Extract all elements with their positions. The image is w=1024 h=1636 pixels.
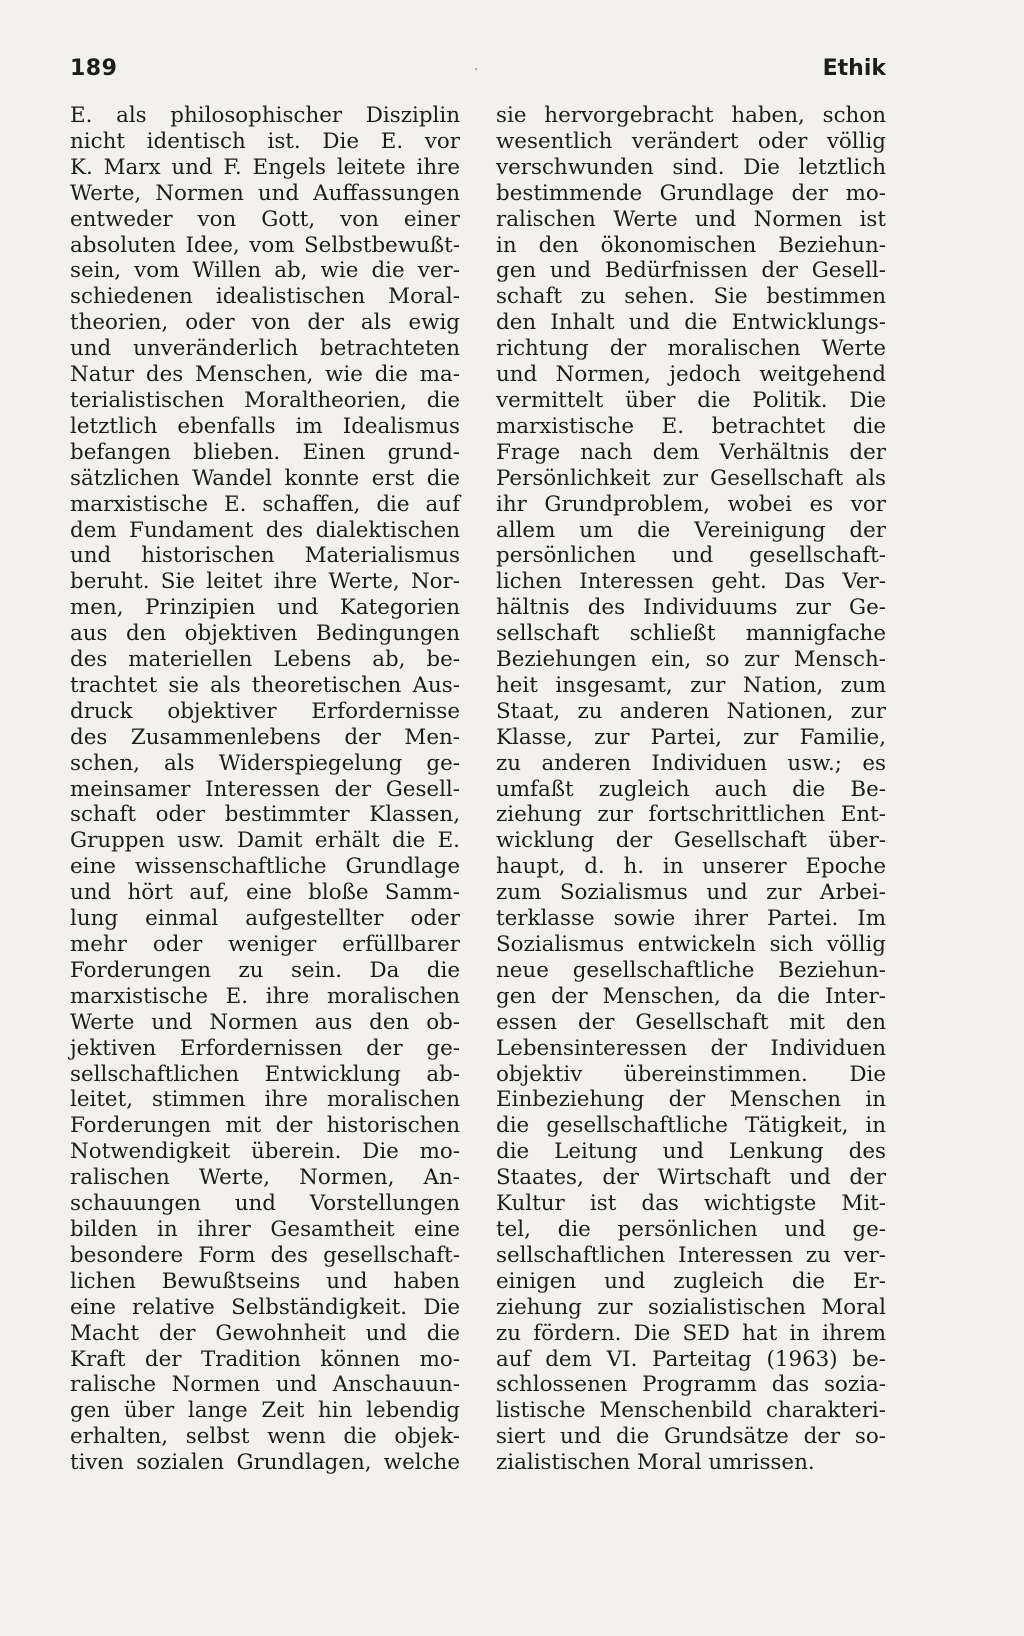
text-line: entweder von Gott, von einer (70, 206, 460, 232)
text-line: gen über lange Zeit hin lebendig (70, 1398, 460, 1424)
text-line: sein, vom Willen ab, wie die ver- (70, 258, 460, 284)
text-line: verschwunden sind. Die letztlich (496, 154, 886, 180)
text-line: erhalten, selbst wenn die objek- (70, 1424, 460, 1450)
text-line: terialistischen Moraltheorien, die (70, 387, 460, 413)
text-line: Werte, Normen und Auffassungen (70, 180, 460, 206)
text-line: haupt, d. h. in unserer Epoche (496, 854, 886, 880)
text-line: Sozialismus entwickeln sich völlig (496, 932, 886, 957)
text-line: Einbeziehung der Menschen in (496, 1087, 886, 1113)
text-line: essen der Gesellschaft mit den (496, 1009, 886, 1035)
text-line: bestimmende Grundlage der mo- (496, 180, 886, 206)
text-line: marxistische E. betrachtet die (496, 413, 886, 439)
running-head: Ethik (822, 56, 886, 81)
text-line: in den ökonomischen Beziehun- (496, 232, 886, 258)
text-line: beruht. Sie leitet ihre Werte, Nor- (70, 569, 460, 595)
text-line: aus den objektiven Bedingungen (70, 621, 460, 647)
text-line: zum Sozialismus und zur Arbei- (496, 880, 886, 906)
text-line: wesentlich verändert oder völlig (496, 128, 886, 154)
text-line: trachtet sie als theoretischen Aus- (70, 672, 460, 698)
text-line: dem Fundament des dialektischen (70, 517, 460, 543)
text-line: und historischen Materialismus (70, 543, 460, 569)
text-line: vermittelt über die Politik. Die (496, 387, 886, 413)
right-text-column (496, 103, 886, 1476)
text-line: tel, die persönlichen und ge- (496, 1216, 886, 1242)
text-line: siert und die Grundsätze der so- (496, 1424, 886, 1450)
text-line: schaft zu sehen. Sie bestimmen (496, 284, 886, 310)
text-line: die Leitung und Lenkung des (496, 1139, 886, 1165)
text-line: neue gesellschaftliche Beziehun- (496, 957, 886, 983)
text-line: ziehung zur sozialistischen Moral (496, 1294, 886, 1320)
text-line: schlossenen Programm das sozia- (496, 1372, 886, 1398)
text-line: umfaßt zugleich auch die Be- (496, 776, 886, 802)
text-line: Kraft der Tradition können mo- (70, 1346, 460, 1372)
text-line: letztlich ebenfalls im Idealismus (70, 413, 460, 439)
text-line: sellschaft schließt mannigfache (496, 621, 886, 647)
text-line: ihr Grundproblem, wobei es vor (496, 491, 886, 517)
text-line: Staates, der Wirtschaft und der (496, 1165, 886, 1191)
text-line: marxistische E. ihre moralischen (70, 983, 460, 1009)
text-line: Beziehungen ein, so zur Mensch- (496, 647, 886, 673)
text-line: Lebensinteressen der Individuen (496, 1035, 886, 1061)
header-separator-dot: · (474, 62, 479, 78)
text-line: Natur des Menschen, wie die ma- (70, 362, 460, 388)
text-line: schauungen und Vorstellungen (70, 1191, 460, 1217)
text-line: sellschaftlichen Entwicklung ab- (70, 1061, 460, 1087)
text-line: zu fördern. Die SED hat in ihrem (496, 1320, 886, 1346)
text-line: marxistische E. schaffen, die auf (70, 491, 460, 517)
text-line: des materiellen Lebens ab, be- (70, 647, 460, 673)
text-line: Persönlichkeit zur Gesellschaft als (496, 465, 886, 491)
text-line: des Zusammenlebens der Men- (70, 724, 460, 750)
text-line: druck objektiver Erfordernisse (70, 698, 460, 724)
text-line: leitet, stimmen ihre moralischen (70, 1087, 460, 1113)
text-line: allem um die Vereinigung der (496, 517, 886, 543)
text-line: listische Menschenbild charakteri- (496, 1398, 886, 1424)
text-line: K. Marx und F. Engels leitete ihre (70, 154, 460, 180)
text-line: Notwendigkeit überein. Die mo- (70, 1139, 460, 1165)
text-line: gen der Menschen, da die Inter- (496, 983, 886, 1009)
text-line: men, Prinzipien und Kategorien (70, 595, 460, 621)
text-line: ziehung zur fortschrittlichen Ent- (496, 802, 886, 828)
page-number: 189 (70, 56, 118, 81)
text-line: befangen blieben. Einen grund- (70, 439, 460, 465)
text-line: Macht der Gewohnheit und die (70, 1320, 460, 1346)
text-line: nicht identisch ist. Die E. vor (70, 128, 460, 154)
text-line: die gesellschaftliche Tätigkeit, in (496, 1113, 886, 1139)
text-line: hältnis des Individuums zur Ge- (496, 595, 886, 621)
text-line: E. als philosophischer Disziplin (70, 103, 460, 128)
text-line: ralischen Werte und Normen ist (496, 206, 886, 232)
text-line: schaft oder bestimmter Klassen, (70, 802, 460, 828)
text-line: und unveränderlich betrachteten (70, 336, 460, 362)
text-line: theorien, oder von der als ewig (70, 310, 460, 336)
text-line: den Inhalt und die Entwicklungs- (496, 310, 886, 336)
text-line: lichen Interessen geht. Das Ver- (496, 569, 886, 595)
text-line: gen und Bedürfnissen der Gesell- (496, 258, 886, 284)
text-line: heit insgesamt, zur Nation, zum (496, 672, 886, 698)
text-line: und hört auf, eine bloße Samm- (70, 880, 460, 906)
text-line: zu anderen Individuen usw.; es (496, 750, 886, 776)
text-line: eine wissenschaftliche Grundlage (70, 854, 460, 880)
text-line: eine relative Selbständigkeit. Die (70, 1294, 460, 1320)
text-line: tiven sozialen Grundlagen, welche (70, 1450, 460, 1476)
text-line: ralische Normen und Anschauun- (70, 1372, 460, 1398)
text-line: auf dem VI. Parteitag (1963) be- (496, 1346, 886, 1372)
text-line: ralischen Werte, Normen, An- (70, 1165, 460, 1191)
text-line: Frage nach dem Verhältnis der (496, 439, 886, 465)
left-text-column (70, 103, 460, 1476)
text-line: Gruppen usw. Damit erhält die E. (70, 828, 460, 854)
text-line: jektiven Erfordernissen der ge- (70, 1035, 460, 1061)
text-line: objektiv übereinstimmen. Die (496, 1061, 886, 1087)
text-line: besondere Form des gesellschaft- (70, 1242, 460, 1268)
text-line: absoluten Idee, vom Selbstbewußt- (70, 232, 460, 258)
text-line: meinsamer Interessen der Gesell- (70, 776, 460, 802)
text-line: lichen Bewußtseins und haben (70, 1268, 460, 1294)
text-line: und Normen, jedoch weitgehend (496, 362, 886, 388)
text-line: persönlichen und gesellschaft- (496, 543, 886, 569)
text-line: wicklung der Gesellschaft über- (496, 828, 886, 854)
text-line: schen, als Widerspiegelung ge- (70, 750, 460, 776)
text-line: Forderungen zu sein. Da die (70, 957, 460, 983)
text-line: lung einmal aufgestellter oder (70, 906, 460, 932)
text-line: zialistischen Moral umrissen. (496, 1450, 815, 1476)
text-line: einigen und zugleich die Er- (496, 1268, 886, 1294)
text-line: terklasse sowie ihrer Partei. Im (496, 906, 886, 932)
text-line: Klasse, zur Partei, zur Familie, (496, 724, 886, 750)
text-line: sätzlichen Wandel konnte erst die (70, 465, 460, 491)
text-line: richtung der moralischen Werte (496, 336, 886, 362)
text-line: mehr oder weniger erfüllbarer (70, 932, 460, 957)
text-line: bilden in ihrer Gesamtheit eine (70, 1216, 460, 1242)
text-line: sellschaftlichen Interessen zu ver- (496, 1242, 886, 1268)
text-line: Werte und Normen aus den ob- (70, 1009, 460, 1035)
text-line: sie hervorgebracht haben, schon (496, 103, 886, 128)
text-line: Staat, zu anderen Nationen, zur (496, 698, 886, 724)
text-line: schiedenen idealistischen Moral- (70, 284, 460, 310)
text-line: Kultur ist das wichtigste Mit- (496, 1191, 886, 1217)
text-line: Forderungen mit der historischen (70, 1113, 460, 1139)
